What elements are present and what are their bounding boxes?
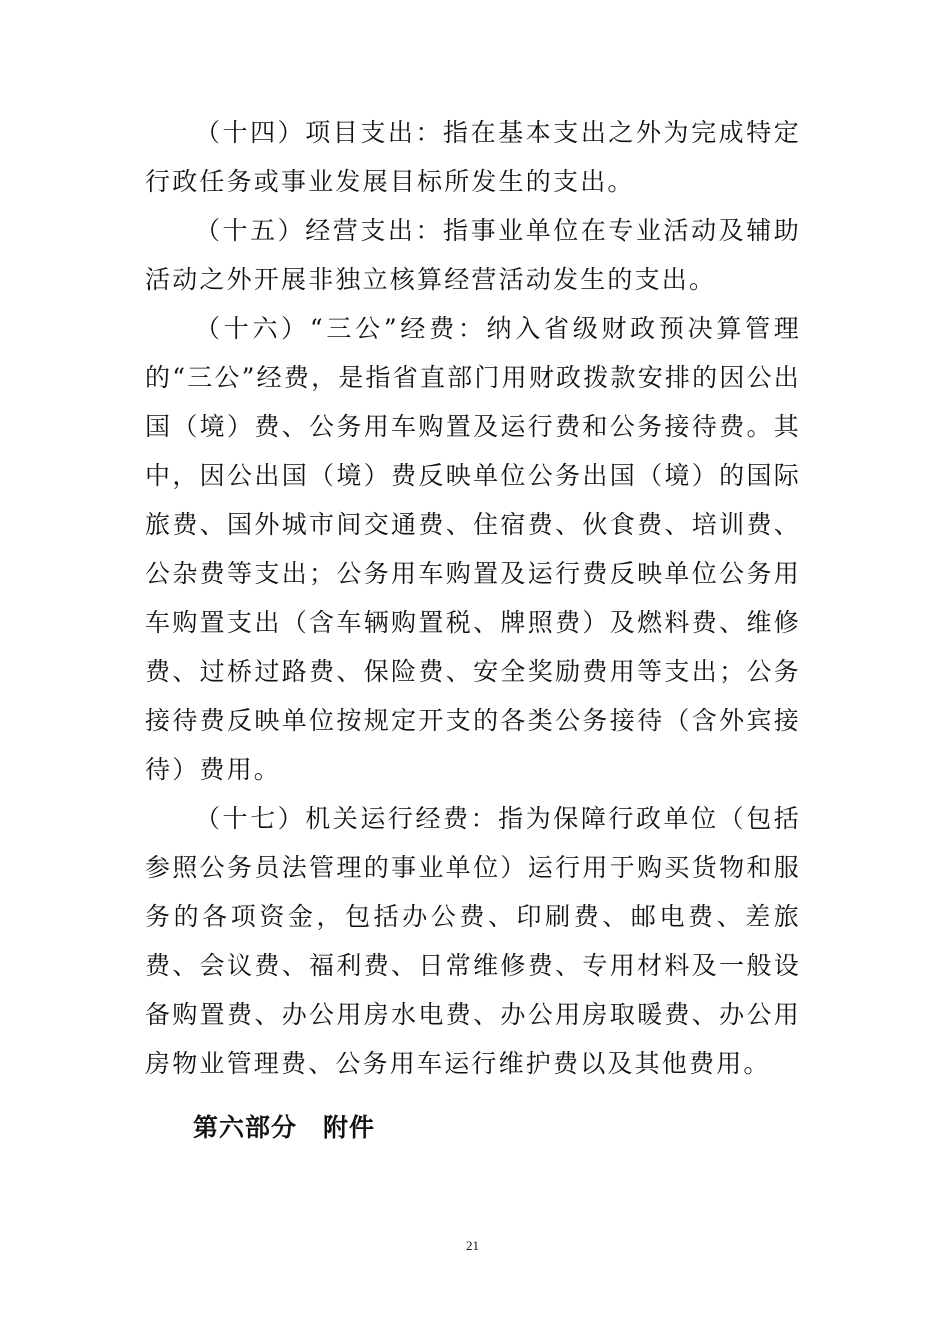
- section-heading: 第六部分 附件: [193, 1113, 376, 1142]
- paragraph-agency-operating-expenses: （十七）机关运行经费：指为保障行政单位（包括参照公务员法管理的事业单位）运行用于购买货物和服务的各项资金，包括办公费、印刷费、邮电费、差旅费、会议费、福利费、日常维修费、专用材料及一般设备购置费、办公用房水电费、办公用房取暖费、办公用房物业管理费、公务用车运行维护费以及其他费用。: [145, 804, 801, 1078]
- paragraph-project-expenditure: （十四）项目支出：指在基本支出之外为完成特定行政任务或事业发展目标所发生的支出。: [145, 118, 801, 196]
- paragraph-three-public-expenses: （十六）“三公”经费：纳入省级财政预决算管理的“三公”经费，是指省直部门用财政拨款安排的因公出国（境）费、公务用车购置及运行费和公务接待费。其中，因公出国（境）费反映单位公务出国（境）的国际旅费、国外城市间交通费、住宿费、伙食费、培训费、公杂费等支出；公务用车购置及运行费反映单位公务用车购置支出（含车辆购置税、牌照费）及燃料费、维修费、过桥过路费、保险费、安全奖励费用等支出；公务接待费反映单位按规定开支的各类公务接待（含外宾接待）费用。: [145, 314, 801, 784]
- paragraph-operating-expenditure: （十五）经营支出：指事业单位在专业活动及辅助活动之外开展非独立核算经营活动发生的支出。: [145, 216, 801, 294]
- page-number: 21: [466, 1238, 479, 1253]
- document-body: [145, 108, 801, 1088]
